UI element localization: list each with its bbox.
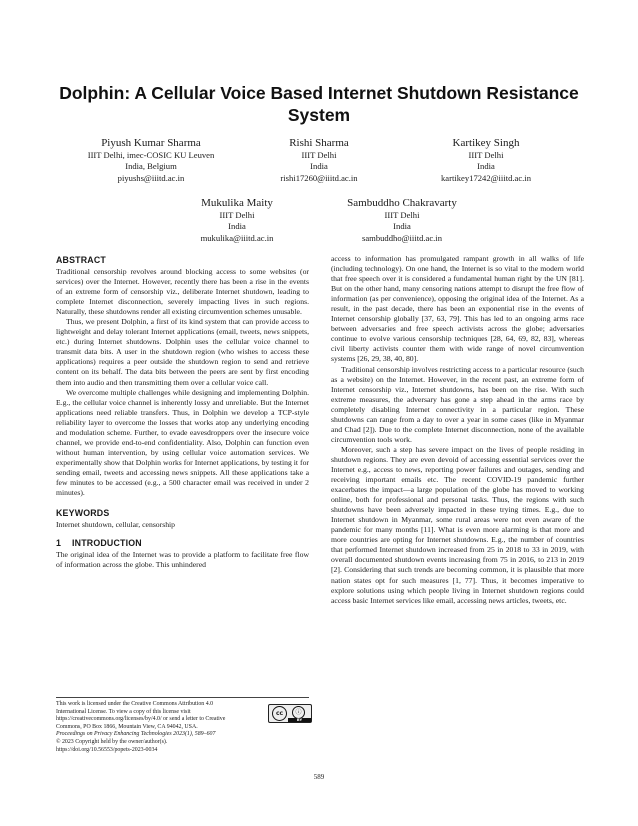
author-name: Sambuddho Chakravarty — [347, 197, 457, 209]
author-location: India, Belgium — [125, 161, 177, 172]
author-affiliation: IIIT Delhi, imec-COSIC KU Leuven — [87, 150, 215, 160]
author-name: Mukulika Maity — [201, 197, 273, 209]
author-email[interactable]: sambuddho@iiitd.ac.in — [362, 232, 442, 243]
author-affiliation: IIIT Delhi — [468, 150, 504, 160]
author-email[interactable]: mukulika@iiitd.ac.in — [200, 232, 274, 243]
intro-paragraph: access to information has promulgated rampant growth in all walks of life (including technology). On one hand, the Internet is so vital to the modern world that free speech over it is considered a fundamental human right by the UN [81]. But on the other hand, many censoring nations attempt to disrupt the free flow of information (as per convenience), opposing the original idea of the Internet. As a result, in the past decade, there has been an exponential rise in the events of Internet censorship globally [37, 63, 79]. This has led to an ongoing arms race between adversaries and free speech activists across the globe; adversaries continue to evolve various censorship techniques [28, 64, 69, 82, 83], whereas civil liberty activists counter them with wide range of novel circumvention systems [26, 29, 38, 40, 80]. — [331, 254, 584, 364]
introduction-heading — [56, 537, 309, 549]
keywords-heading: KEYWORDS — [56, 508, 110, 519]
proceedings-line: Proceedings on Privacy Enhancing Technologies 2023(1), 589–607 — [56, 731, 216, 738]
section-number: 1 — [56, 538, 62, 549]
author-name: Piyush Kumar Sharma — [101, 137, 201, 149]
abstract-heading: ABSTRACT — [56, 255, 106, 265]
author-block — [307, 196, 497, 244]
author-location: India — [228, 221, 246, 232]
page-number: 589 — [313, 773, 325, 781]
by-label-bar — [288, 718, 311, 722]
author-block — [224, 136, 414, 184]
by-label: BY — [296, 718, 303, 722]
left-column — [56, 254, 309, 570]
intro-paragraph: Traditional censorship involves restricting access to a particular resource (such as a website) on the Internet. However, in the recent past, an extreme form of Internet censorship viz., Internet shutdowns, has been on the rise. With such extreme measures, the adversary has gone a step ahead in the arms race by completely disabling Internet connectivity in a particular region. These shutdowns can range from a day to over a year in some cases (like in Myanmar and Chad [2]). Due to the complete Internet disconnection, none of the available circumvention tools work. — [331, 364, 584, 444]
author-affiliation: IIIT Delhi — [384, 210, 420, 220]
license-text: This work is licensed under the Creative Commons Attribution 4.0 International License. To view a copy of this license visit https://creativecommons.org/licenses/by/4.0/ or send a letter to Creative Commons, PO Box 1866, Mountain View, CA 94042, USA. — [56, 701, 226, 730]
cc-logo-icon: cc — [272, 706, 287, 721]
author-affiliation: IIIT Delhi — [301, 150, 337, 160]
cc-by-license-icon[interactable] — [268, 704, 312, 723]
author-location: India — [310, 161, 328, 172]
author-location: India — [393, 221, 411, 232]
author-block — [56, 136, 246, 184]
attribution-person-icon: ⓘ — [292, 706, 305, 719]
author-block — [391, 136, 581, 184]
abstract-paragraph: Traditional censorship revolves around blocking access to some websites (or services) over the Internet. However, recently there has been a rise in the events of an extreme form of censorship viz., deliberate Internet shutdown, leading to complete Internet disconnection, severely impacting lives in such regions. Naturally, these shutdowns render all existing circumvention schemes unusable. — [56, 267, 309, 317]
author-affiliation: IIIT Delhi — [219, 210, 255, 220]
abstract-paragraph: Thus, we present Dolphin, a first of its kind system that can provide access to lightweight and delay tolerant Internet applications (email, tweets, news snippets, etc.) during Internet shutdowns. Dolphin uses the cellular voice channel to transmit data bits. A user in the shutdown region (who wishes to access these applications) requires a peer outside the shutdown region to send and retrieve content on its behalf. The data bits between the peers are sent by first encoding them into audio and then transmitting them over a cellular voice call. — [56, 317, 309, 387]
doi-link[interactable]: https://doi.org/10.56553/popets-2023-0034 — [56, 746, 158, 753]
abstract-paragraph: We overcome multiple challenges while designing and implementing Dolphin. E.g., the cellular voice channel is inherently lossy and unreliable. But the Internet applications need reliable transfers. Thus, in Dolphin we develop a TCP-style reliability layer to overcome the losses that works atop any underlying encoding and modulation scheme. Further, to evade eavesdroppers over the insecure voice channel, we provide end-to-end confidentiality. Also, Dolphin can function even without human intervention, by using cellular voice automation services. We experimentally show that Dolphin works for Internet applications, by testing it for sending email, tweets and accessing news snippets. All these applications take a few minutes to be accessed (e.g., a 500 character email was received in under 2 minutes). — [56, 387, 309, 498]
author-block — [142, 196, 332, 244]
intro-paragraph: Moreover, such a step has severe impact on the lives of people residing in shutdown regions. They are even devoid of accessing essential services over the Internet e.g., access to news, reporting power failures and outages, sending and receiving important emails etc. The recent COVID-19 pandemic further exacerbates the impact—a large population of the globe has moved to working online, both for professional and personal tasks. Thus, the regions with such shutdowns have been adversely impacted in these trying times. E.g., due to Internet shutdown in Myanmar, some rural areas were not even aware of the pandemic for many months [11]. What is even more alarming is that more and more countries are opting for Internet shutdowns. E.g., the number of countries that performed Internet shutdown increased from 25 in 2018 to 33 in 2019, with overall documented shutdown events increasing from 75 in 2016, to 213 in 2019 [2]. Considering that such trends are becoming common, it is plausible that more nation states opt for such measures [1, 77]. Thus, it becomes imperative to explore solutions using which people living in Internet shutdown regions could access basic Internet services like email, accessing news articles, tweets, etc. — [331, 444, 584, 605]
author-location: India — [477, 161, 495, 172]
right-column — [331, 254, 584, 606]
intro-paragraph: The original idea of the Internet was to provide a platform to facilitate free flow of information across the globe. This unhindered — [56, 550, 309, 570]
author-name: Kartikey Singh — [452, 137, 520, 149]
author-email[interactable]: rishi17260@iiitd.ac.in — [280, 172, 358, 183]
keywords-text: Internet shutdown, cellular, censorship — [56, 520, 176, 530]
license-footnote — [56, 697, 309, 754]
paper-title: Dolphin: A Cellular Voice Based Internet Shutdown Resistance System — [59, 83, 579, 125]
author-email[interactable]: kartikey17242@iiitd.ac.in — [440, 172, 531, 183]
section-title: INTRODUCTION — [72, 538, 142, 549]
author-email[interactable]: piyushs@iiitd.ac.in — [117, 172, 185, 183]
author-name: Rishi Sharma — [289, 137, 349, 149]
copyright-line: © 2023 Copyright held by the owner/author(s). — [56, 738, 168, 745]
